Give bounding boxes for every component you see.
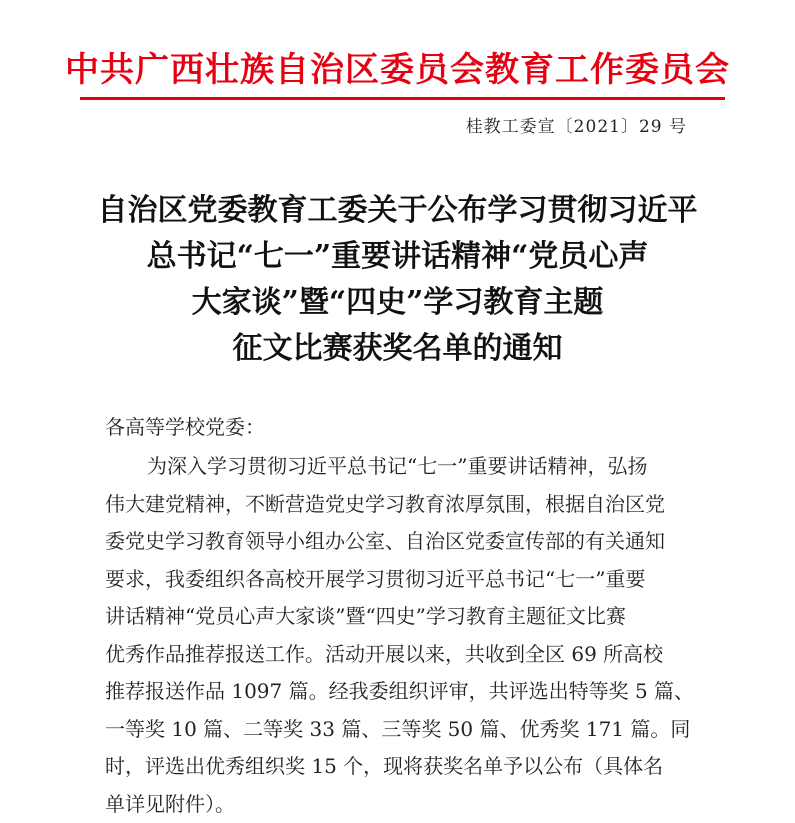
document-title <box>0 188 795 372</box>
body-line: 为深入学习贯彻习近平总书记“七一”重要讲话精神，弘扬 <box>105 448 700 486</box>
body-line: 委党史学习教育领导小组办公室、自治区党委宣传部的有关通知 <box>105 523 700 561</box>
body-line: 单详见附件）。 <box>105 786 700 823</box>
body-line: 时，评选出优秀组织奖 15 个，现将获奖名单予以公布（具体名 <box>105 748 700 786</box>
title-line: 征文比赛获奖名单的通知 <box>0 326 795 372</box>
body-line: 讲话精神“党员心声大家谈”暨“四史”学习教育主题征文比赛 <box>105 598 700 636</box>
title-line: 自治区党委教育工委关于公布学习贯彻习近平 <box>0 188 795 234</box>
title-line: 大家谈”暨“四史”学习教育主题 <box>0 280 795 326</box>
body-line: 伟大建党精神，不断营造党史学习教育浓厚氛围，根据自治区党 <box>105 486 700 524</box>
document-number: 桂教工委宣〔2021〕29 号 <box>466 116 687 138</box>
body-line: 一等奖 10 篇、二等奖 33 篇、三等奖 50 篇、优秀奖 171 篇。同 <box>105 711 700 749</box>
title-line: 总书记“七一”重要讲话精神“党员心声 <box>0 234 795 280</box>
body-paragraph <box>105 448 700 823</box>
body-line: 优秀作品推荐报送工作。活动开展以来，共收到全区 69 所高校 <box>105 636 700 674</box>
red-header-rule <box>80 97 725 100</box>
body-line: 要求，我委组织各高校开展学习贯彻习近平总书记“七一”重要 <box>105 561 700 599</box>
body-line: 推荐报送作品 1097 篇。经我委组织评审，共评选出特等奖 5 篇、 <box>105 673 700 711</box>
issuing-organization-header: 中共广西壮族自治区委员会教育工作委员会 <box>0 50 795 90</box>
salutation: 各高等学校党委： <box>105 414 265 440</box>
